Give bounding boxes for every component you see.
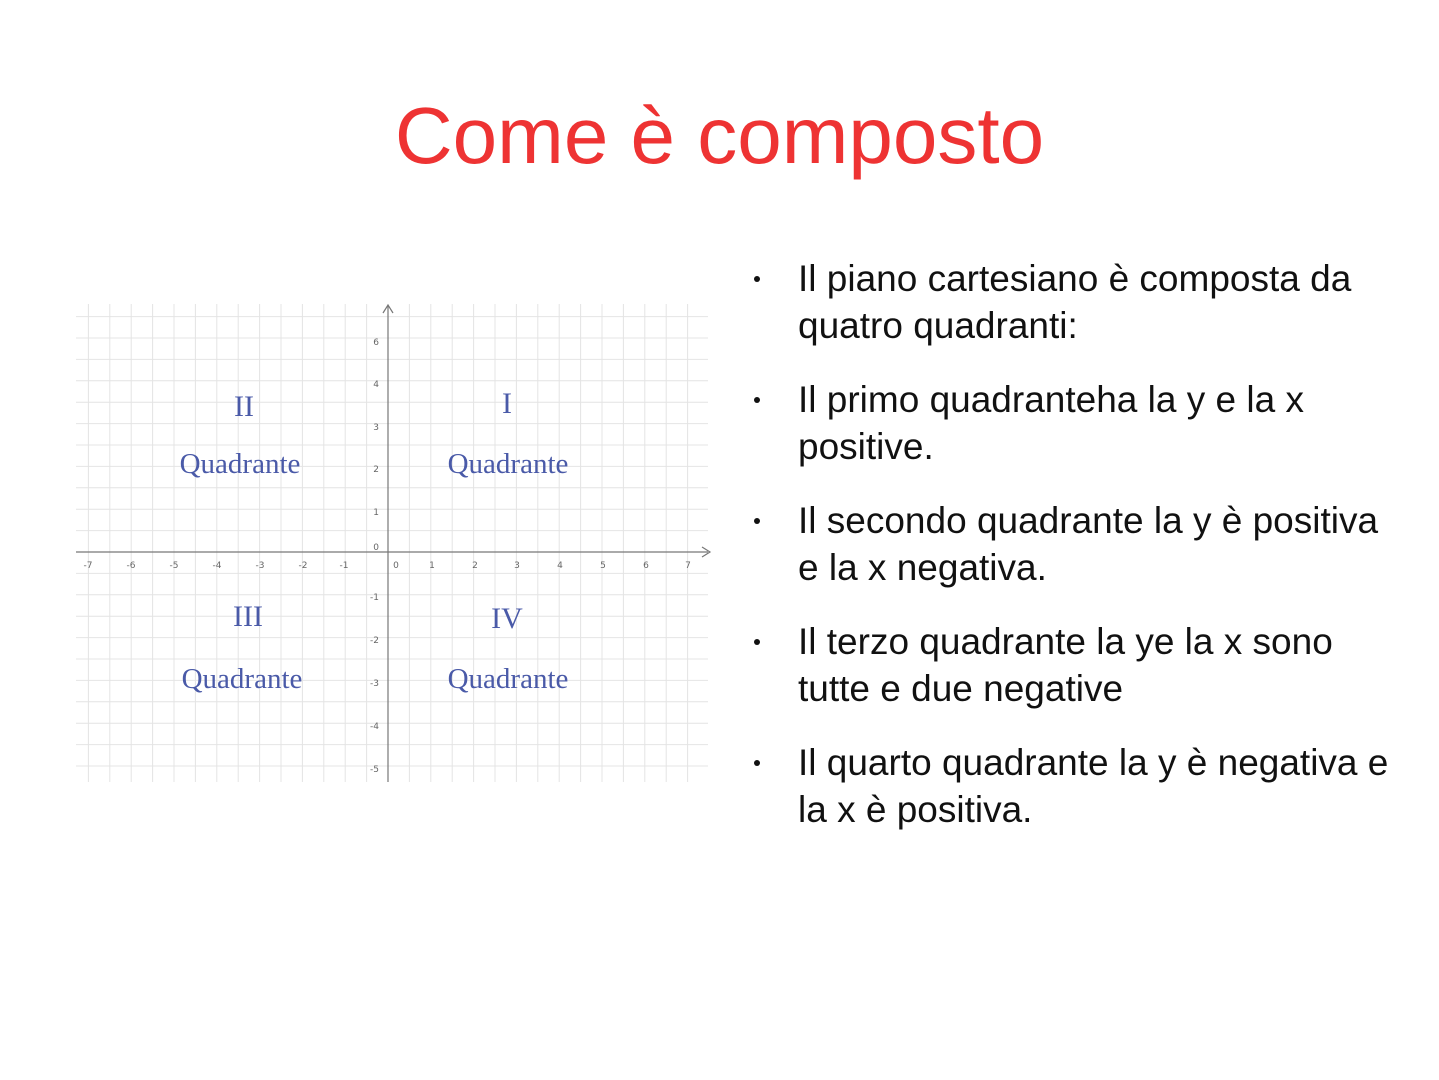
bullet-dot-icon [754, 518, 760, 524]
quadrant-label-iv: Quadrante [447, 663, 569, 695]
bullet-dot-icon [754, 639, 760, 645]
x-tick-label: 0 [393, 561, 399, 571]
y-tick-label: 1 [373, 508, 379, 518]
list-item [750, 376, 1390, 470]
list-item [750, 255, 1390, 349]
y-tick-label: 2 [373, 465, 379, 475]
x-tick-label: 2 [472, 561, 478, 571]
x-tick-label: -2 [298, 561, 308, 571]
x-tick-label: 4 [557, 561, 563, 571]
bullet-text: Il secondo quadrante la y è positiva e la x negativa. [798, 500, 1379, 588]
list-item [750, 739, 1390, 833]
x-tick-label: 5 [600, 561, 606, 571]
x-tick-label: -4 [212, 561, 222, 571]
y-tick-label: 3 [373, 423, 379, 433]
list-item [750, 497, 1390, 591]
y-tick-label: 6 [373, 338, 379, 348]
y-tick-label: -5 [370, 765, 379, 775]
x-tick-label: -3 [255, 561, 265, 571]
bullet-text: Il terzo quadrante la ye la x sono tutte e due negative [798, 621, 1333, 709]
y-tick-label: -4 [370, 722, 379, 732]
x-tick-label: -6 [126, 561, 136, 571]
y-tick-label: -3 [370, 679, 379, 689]
grid-lines [76, 304, 708, 782]
bullet-text: Il piano cartesiano è composta da quatro quadranti: [798, 258, 1352, 346]
bullet-dot-icon [754, 397, 760, 403]
cartesian-plane-diagram [76, 300, 716, 790]
y-tick-label: 4 [373, 380, 379, 390]
quadrant-label-ii: Quadrante [179, 448, 301, 480]
list-item [750, 618, 1390, 712]
quadrant-label-iii: Quadrante [181, 663, 303, 695]
quadrant-numeral-iv: IV [491, 602, 523, 635]
axes [76, 305, 710, 782]
quadrant-numeral-ii: II [234, 390, 254, 423]
bullet-dot-icon [754, 276, 760, 282]
slide-title: Come è composto [394, 91, 1045, 180]
bullet-list [750, 255, 1390, 860]
x-tick-label: 6 [643, 561, 649, 571]
quadrant-numeral-iii: III [233, 600, 263, 633]
x-tick-label: -1 [339, 561, 349, 571]
x-tick-label: 7 [685, 561, 691, 571]
x-tick-label: -7 [83, 561, 93, 571]
bullet-dot-icon [754, 760, 760, 766]
quadrant-label-i: Quadrante [447, 448, 569, 480]
x-tick-label: 3 [514, 561, 520, 571]
x-tick-label: -5 [169, 561, 179, 571]
y-tick-label: -2 [370, 636, 379, 646]
bullet-text: Il quarto quadrante la y è negativa e la x è positiva. [798, 742, 1389, 830]
y-tick-label: 0 [373, 543, 379, 553]
quadrant-numeral-i: I [502, 387, 512, 420]
x-tick-label: 1 [429, 561, 435, 571]
bullet-text: Il primo quadranteha la y e la x positive. [798, 379, 1304, 467]
y-tick-label: -1 [370, 593, 379, 603]
